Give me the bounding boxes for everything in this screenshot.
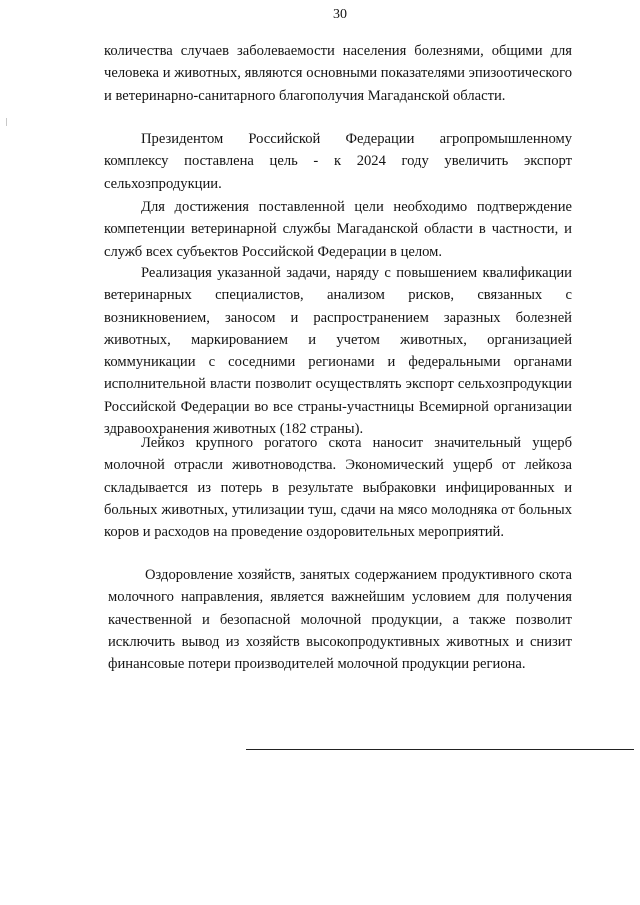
paragraph-task-implementation: Реализация указанной задачи, наряду с повышением квалификации ветеринарных специалистов, анализом рисков, связанных с возникновением, заносом и распространением заразных болезней животных, маркированием и учетом животных, организацией коммуникации с соседними регионами и федеральными органами исполнительной власти позволит осуществлять экспорт сельхозпродукции Российской Федерации во все страны-участницы Всемирной организации здравоохранения животных (182 страны). (104, 265, 572, 438)
paragraph-leukosis: Лейкоз крупного рогатого скота наносит значительный ущерб молочной отрасли животноводства. Экономический ущерб от лейкоза складывается из потерь в результате выбраковки инфицированных и больных животных, утилизации туш, сдачи на мясо молодняка от больных коров и расходов на проведение оздоровительных мероприятий. (104, 435, 572, 541)
paragraph-export-goal: Президентом Российской Федерации агропромышленному комплексу поставлена цель - к 2024 году увеличить экспорт сельхозпродукции. (104, 131, 572, 192)
paragraph-farm-recovery: Оздоровление хозяйств, занятых содержанием продуктивного скота молочного направления, является важнейшим условием для получения качественной и безопасной молочной продукции, а также позволит исключить вывод из хозяйств высокопродуктивных животных и снизит финансовые потери производителей молочной продукции региона. (108, 567, 572, 673)
margin-mark (6, 118, 7, 126)
page-number: 30 (333, 7, 347, 22)
footer-rule (246, 749, 634, 750)
paragraph-competence: Для достижения поставленной цели необходимо подтверждение компетенции ветеринарной службы Магаданской области в частности, и служб всех субъектов Российской Федерации в целом. (104, 199, 572, 260)
paragraph-continuation: количества случаев заболеваемости населения болезнями, общими для человека и животных, являются основными показателями эпизоотического и ветеринарно-санитарного благополучия Магаданской области. (104, 43, 572, 104)
